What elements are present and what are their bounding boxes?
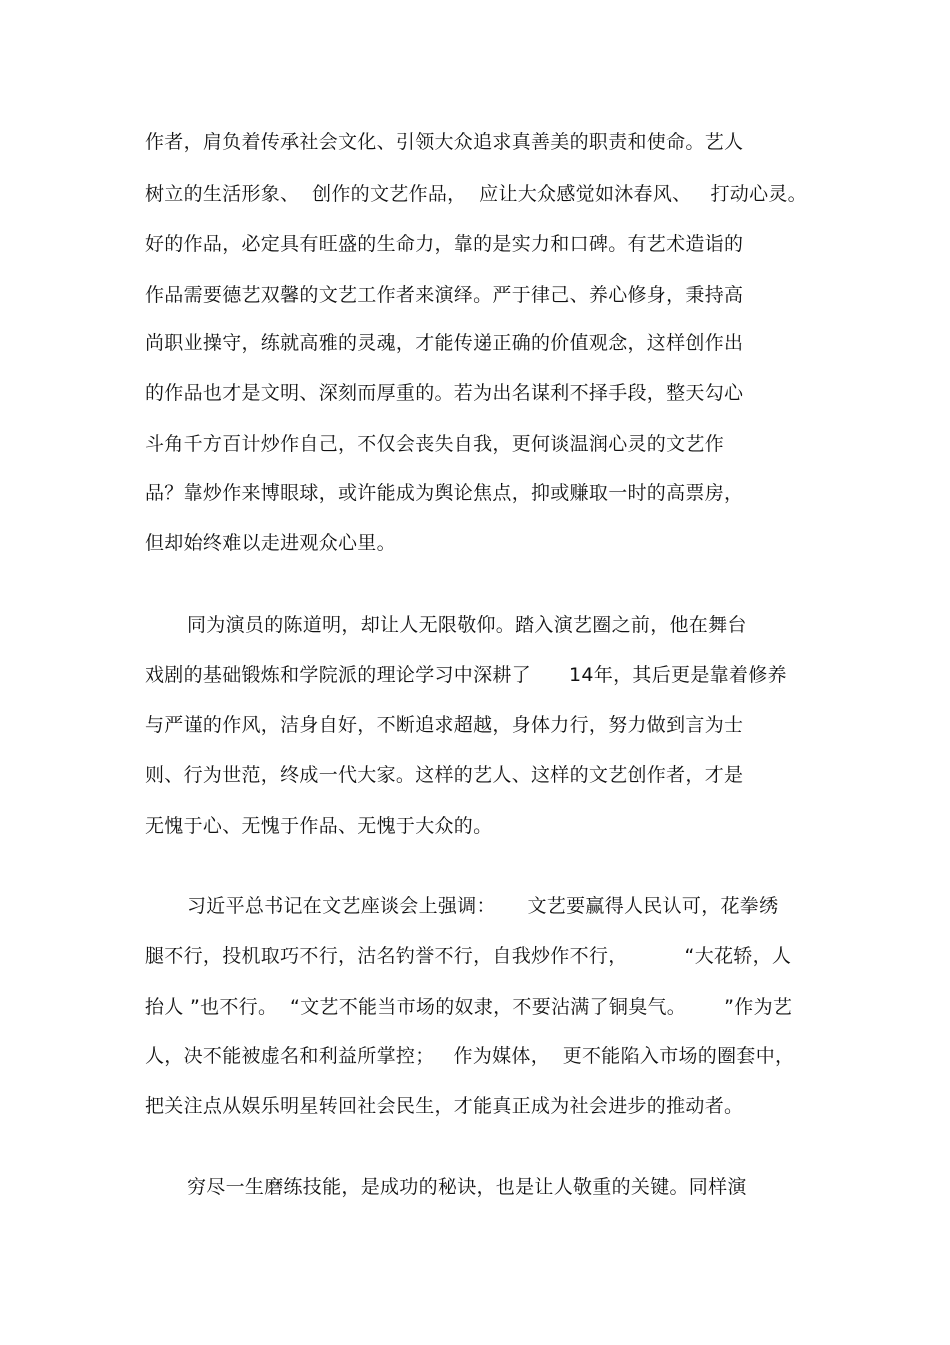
- paragraph-start-line: 习近平总书记在文艺座谈会上强调： 文艺要赢得人民认可，花拳绣: [187, 895, 779, 917]
- paragraph-start-line: 穷尽一生磨练技能，是成功的秘诀，也是让人敬重的关键。同样演: [187, 1176, 747, 1198]
- paragraph-start-line: 同为演员的陈道明，却让人无限敬仰。踏入演艺圈之前，他在舞台: [187, 614, 747, 636]
- text-line: 树立的生活形象、 创作的文艺作品， 应让大众感觉如沐春风、 打动心灵。: [145, 183, 807, 205]
- text-line: 品？靠炒作来博眼球，或许能成为舆论焦点，抑或赚取一时的高票房，: [145, 482, 744, 504]
- text-line: 无愧于心、无愧于作品、无愧于大众的。: [145, 815, 493, 837]
- text-line: 戏剧的基础锻炼和学院派的理论学习中深耕了 14年，其后更是靠着修养: [145, 664, 787, 686]
- text-line: 但却始终难以走进观众心里。: [145, 532, 396, 554]
- text-line: 作品需要德艺双馨的文艺工作者来演绎。严于律己、养心修身，秉持高: [145, 284, 744, 306]
- text-line: 则、行为世范，终成一代大家。这样的艺人、这样的文艺创作者，才是: [145, 764, 744, 786]
- text-line: 把关注点从娱乐明星转回社会民生，才能真正成为社会进步的推动者。: [145, 1095, 744, 1117]
- text-line: 人，决不能被虚名和利益所掌控； 作为媒体， 更不能陷入市场的圈套中，: [145, 1045, 795, 1067]
- text-line: 的作品也才是文明、深刻而厚重的。若为出名谋利不择手段，整天勾心: [145, 382, 744, 404]
- text-line: 斗角千方百计炒作自己，不仅会丧失自我，更何谈温润心灵的文艺作: [145, 433, 725, 455]
- text-line: 尚职业操守，练就高雅的灵魂，才能传递正确的价值观念，这样创作出: [145, 332, 744, 354]
- text-line: 作者，肩负着传承社会文化、引领大众追求真善美的职责和使命。艺人: [145, 131, 744, 153]
- text-line: 好的作品，必定具有旺盛的生命力，靠的是实力和口碑。有艺术造诣的: [145, 233, 744, 255]
- text-line: 腿不行，投机取巧不行，沽名钓誉不行，自我炒作不行， “大花轿，人: [145, 945, 792, 967]
- text-line: 抬人 ”也不行。 “文艺不能当市场的奴隶，不要沾满了铜臭气。 ”作为艺: [145, 996, 793, 1018]
- text-line: 与严谨的作风，洁身自好，不断追求超越，身体力行，努力做到言为士: [145, 714, 744, 736]
